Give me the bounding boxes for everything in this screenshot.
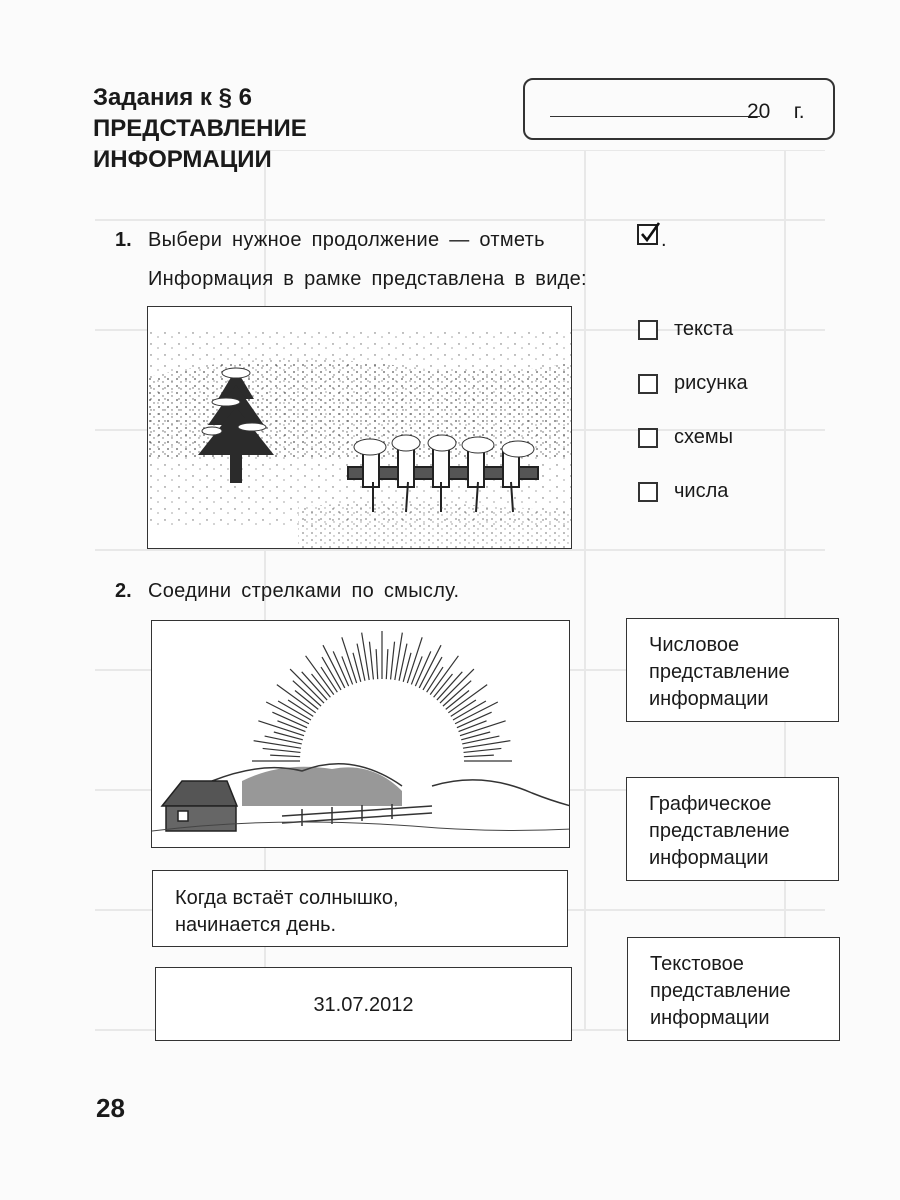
sun-ray xyxy=(376,649,378,679)
graphic-representation-box[interactable] xyxy=(626,777,839,881)
winter-landscape-image xyxy=(148,307,572,549)
numeric-box-line1: Числовое xyxy=(649,634,740,656)
graphic-box-line1: Графическое xyxy=(649,793,772,815)
task1-instruction: Выбери нужное продолжение — отметь xyxy=(148,229,545,251)
text-representation-box[interactable] xyxy=(627,937,840,1041)
date-value: 31.07.2012 xyxy=(313,994,414,1016)
option-scheme-label: схемы xyxy=(674,426,734,448)
section-label: Задания к § 6 xyxy=(93,84,252,111)
sun-ray xyxy=(293,681,321,706)
sentence-line1: Когда встаёт солнышко, xyxy=(175,887,399,909)
numeric-box-line2: представление xyxy=(649,661,790,683)
option-scheme-checkbox[interactable] xyxy=(638,428,658,448)
task2-instruction: Соедини стрелками по смыслу. xyxy=(148,580,460,602)
task1-question: Информация в рамке представлена в виде: xyxy=(148,268,587,290)
sunrise-picture[interactable] xyxy=(151,620,570,848)
task2-number: 2. xyxy=(115,580,132,602)
option-number-checkbox[interactable] xyxy=(638,482,658,502)
task1-period: . xyxy=(661,229,667,251)
sun-ray xyxy=(391,642,395,680)
date-field[interactable] xyxy=(523,78,835,140)
text-box-line3: информации xyxy=(650,1007,770,1029)
checkmark-in-box-icon xyxy=(636,221,662,247)
sun-ray xyxy=(411,656,422,684)
sun-ray xyxy=(443,681,471,706)
option-text-checkbox[interactable] xyxy=(638,320,658,340)
sun-ray xyxy=(464,748,502,752)
winter-landscape-picture xyxy=(147,306,572,549)
graphic-box-line2: представление xyxy=(649,820,790,842)
sun-ray xyxy=(369,642,373,680)
option-picture-checkbox[interactable] xyxy=(638,374,658,394)
sun-ray xyxy=(277,721,305,732)
section-heading xyxy=(93,82,307,175)
date-year-suffix: 20 г. xyxy=(747,100,805,123)
numeric-representation-box[interactable] xyxy=(626,618,839,722)
option-picture-label: рисунка xyxy=(674,372,748,394)
text-box-line2: представление xyxy=(650,980,791,1002)
sun-ray xyxy=(270,755,300,757)
text-box-line1: Текстовое xyxy=(650,953,744,975)
sun-ray xyxy=(342,656,353,684)
page-number: 28 xyxy=(96,1093,125,1123)
sun-ray xyxy=(459,721,487,732)
page-title-line1: ПРЕДСТАВЛЕНИЕ xyxy=(93,115,307,142)
sun-ray xyxy=(437,672,462,700)
graphic-box-line3: информации xyxy=(649,847,769,869)
page-title-line2: ИНФОРМАЦИИ xyxy=(93,146,272,173)
date-underline xyxy=(550,116,760,117)
sentence-text-box[interactable] xyxy=(152,870,568,947)
sunrise-landscape-image xyxy=(152,621,570,848)
sentence-line2: начинается день. xyxy=(175,914,337,936)
task1-number: 1. xyxy=(115,229,132,251)
option-text-label: текста xyxy=(674,318,734,340)
option-number-label: числа xyxy=(674,480,729,502)
sun-ray xyxy=(263,748,301,752)
date-value-box[interactable] xyxy=(155,967,572,1041)
numeric-box-line3: информации xyxy=(649,688,769,710)
sun-ray xyxy=(464,755,494,757)
sun-ray xyxy=(386,649,388,679)
sun-ray xyxy=(302,672,327,700)
